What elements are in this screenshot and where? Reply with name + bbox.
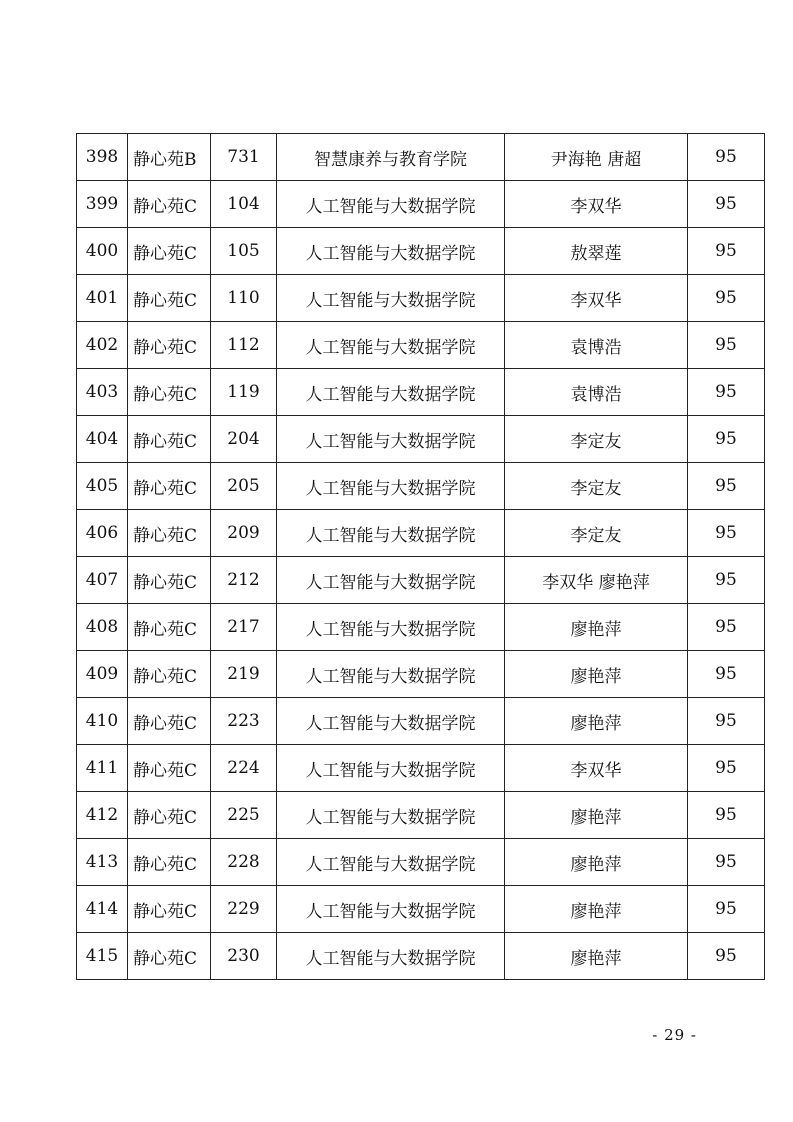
counselor-cell: 廖艳萍 xyxy=(505,839,688,886)
counselor-cell: 李双华 廖艳萍 xyxy=(505,557,688,604)
score-cell: 95 xyxy=(688,275,765,322)
counselor-cell: 廖艳萍 xyxy=(505,792,688,839)
table-row xyxy=(77,181,765,228)
row-number-cell: 411 xyxy=(77,745,128,792)
score-cell: 95 xyxy=(688,228,765,275)
table-row xyxy=(77,698,765,745)
row-number-cell: 403 xyxy=(77,369,128,416)
college-cell: 人工智能与大数据学院 xyxy=(277,745,505,792)
row-number-cell: 406 xyxy=(77,510,128,557)
row-number-cell: 413 xyxy=(77,839,128,886)
score-cell: 95 xyxy=(688,134,765,181)
building-cell: 静心苑C xyxy=(128,651,211,698)
table-row xyxy=(77,416,765,463)
college-cell: 人工智能与大数据学院 xyxy=(277,557,505,604)
room-cell: 110 xyxy=(211,275,277,322)
counselor-cell: 廖艳萍 xyxy=(505,886,688,933)
room-cell: 112 xyxy=(211,322,277,369)
score-cell: 95 xyxy=(688,698,765,745)
room-cell: 219 xyxy=(211,651,277,698)
score-cell: 95 xyxy=(688,933,765,980)
room-cell: 105 xyxy=(211,228,277,275)
table-row xyxy=(77,745,765,792)
table-row xyxy=(77,322,765,369)
building-cell: 静心苑C xyxy=(128,792,211,839)
counselor-cell: 李定友 xyxy=(505,510,688,557)
row-number-cell: 399 xyxy=(77,181,128,228)
counselor-cell: 袁博浩 xyxy=(505,369,688,416)
score-cell: 95 xyxy=(688,510,765,557)
room-cell: 224 xyxy=(211,745,277,792)
counselor-cell: 袁博浩 xyxy=(505,322,688,369)
room-cell: 209 xyxy=(211,510,277,557)
college-cell: 人工智能与大数据学院 xyxy=(277,322,505,369)
room-cell: 119 xyxy=(211,369,277,416)
table-row xyxy=(77,369,765,416)
table-row xyxy=(77,134,765,181)
row-number-cell: 410 xyxy=(77,698,128,745)
table-row xyxy=(77,275,765,322)
building-cell: 静心苑C xyxy=(128,463,211,510)
college-cell: 人工智能与大数据学院 xyxy=(277,463,505,510)
table-row xyxy=(77,886,765,933)
room-cell: 212 xyxy=(211,557,277,604)
college-cell: 人工智能与大数据学院 xyxy=(277,275,505,322)
room-cell: 223 xyxy=(211,698,277,745)
building-cell: 静心苑C xyxy=(128,322,211,369)
room-cell: 731 xyxy=(211,134,277,181)
table-row xyxy=(77,839,765,886)
building-cell: 静心苑C xyxy=(128,557,211,604)
score-cell: 95 xyxy=(688,557,765,604)
college-cell: 人工智能与大数据学院 xyxy=(277,886,505,933)
row-number-cell: 407 xyxy=(77,557,128,604)
room-cell: 205 xyxy=(211,463,277,510)
table-row xyxy=(77,228,765,275)
row-number-cell: 408 xyxy=(77,604,128,651)
score-cell: 95 xyxy=(688,463,765,510)
building-cell: 静心苑C xyxy=(128,698,211,745)
building-cell: 静心苑C xyxy=(128,839,211,886)
row-number-cell: 414 xyxy=(77,886,128,933)
college-cell: 人工智能与大数据学院 xyxy=(277,792,505,839)
row-number-cell: 415 xyxy=(77,933,128,980)
table-row xyxy=(77,651,765,698)
counselor-cell: 廖艳萍 xyxy=(505,651,688,698)
table-row xyxy=(77,463,765,510)
building-cell: 静心苑B xyxy=(128,134,211,181)
room-cell: 225 xyxy=(211,792,277,839)
table-body xyxy=(77,134,765,980)
table-row xyxy=(77,557,765,604)
score-cell: 95 xyxy=(688,416,765,463)
counselor-cell: 廖艳萍 xyxy=(505,604,688,651)
building-cell: 静心苑C xyxy=(128,510,211,557)
room-cell: 104 xyxy=(211,181,277,228)
building-cell: 静心苑C xyxy=(128,369,211,416)
score-cell: 95 xyxy=(688,369,765,416)
counselor-cell: 李双华 xyxy=(505,181,688,228)
row-number-cell: 401 xyxy=(77,275,128,322)
score-cell: 95 xyxy=(688,181,765,228)
building-cell: 静心苑C xyxy=(128,416,211,463)
college-cell: 人工智能与大数据学院 xyxy=(277,416,505,463)
counselor-cell: 尹海艳 唐超 xyxy=(505,134,688,181)
college-cell: 人工智能与大数据学院 xyxy=(277,933,505,980)
college-cell: 人工智能与大数据学院 xyxy=(277,510,505,557)
score-cell: 95 xyxy=(688,745,765,792)
score-cell: 95 xyxy=(688,651,765,698)
building-cell: 静心苑C xyxy=(128,275,211,322)
college-cell: 人工智能与大数据学院 xyxy=(277,651,505,698)
score-cell: 95 xyxy=(688,886,765,933)
row-number-cell: 405 xyxy=(77,463,128,510)
college-cell: 人工智能与大数据学院 xyxy=(277,839,505,886)
row-number-cell: 404 xyxy=(77,416,128,463)
college-cell: 人工智能与大数据学院 xyxy=(277,698,505,745)
building-cell: 静心苑C xyxy=(128,745,211,792)
counselor-cell: 廖艳萍 xyxy=(505,933,688,980)
room-cell: 204 xyxy=(211,416,277,463)
row-number-cell: 412 xyxy=(77,792,128,839)
score-cell: 95 xyxy=(688,604,765,651)
score-cell: 95 xyxy=(688,792,765,839)
college-cell: 人工智能与大数据学院 xyxy=(277,369,505,416)
building-cell: 静心苑C xyxy=(128,604,211,651)
row-number-cell: 409 xyxy=(77,651,128,698)
page-number: - 29 - xyxy=(652,1026,697,1044)
table-row xyxy=(77,792,765,839)
college-cell: 人工智能与大数据学院 xyxy=(277,181,505,228)
room-cell: 228 xyxy=(211,839,277,886)
building-cell: 静心苑C xyxy=(128,181,211,228)
counselor-cell: 敖翠莲 xyxy=(505,228,688,275)
building-cell: 静心苑C xyxy=(128,933,211,980)
dormitory-score-table xyxy=(76,133,765,980)
room-cell: 230 xyxy=(211,933,277,980)
table-row xyxy=(77,604,765,651)
score-cell: 95 xyxy=(688,322,765,369)
row-number-cell: 398 xyxy=(77,134,128,181)
room-cell: 229 xyxy=(211,886,277,933)
counselor-cell: 李双华 xyxy=(505,275,688,322)
row-number-cell: 402 xyxy=(77,322,128,369)
counselor-cell: 李定友 xyxy=(505,463,688,510)
table-row xyxy=(77,933,765,980)
building-cell: 静心苑C xyxy=(128,886,211,933)
building-cell: 静心苑C xyxy=(128,228,211,275)
counselor-cell: 李定友 xyxy=(505,416,688,463)
row-number-cell: 400 xyxy=(77,228,128,275)
table-row xyxy=(77,510,765,557)
college-cell: 人工智能与大数据学院 xyxy=(277,604,505,651)
counselor-cell: 李双华 xyxy=(505,745,688,792)
college-cell: 人工智能与大数据学院 xyxy=(277,228,505,275)
counselor-cell: 廖艳萍 xyxy=(505,698,688,745)
room-cell: 217 xyxy=(211,604,277,651)
college-cell: 智慧康养与教育学院 xyxy=(277,134,505,181)
score-cell: 95 xyxy=(688,839,765,886)
